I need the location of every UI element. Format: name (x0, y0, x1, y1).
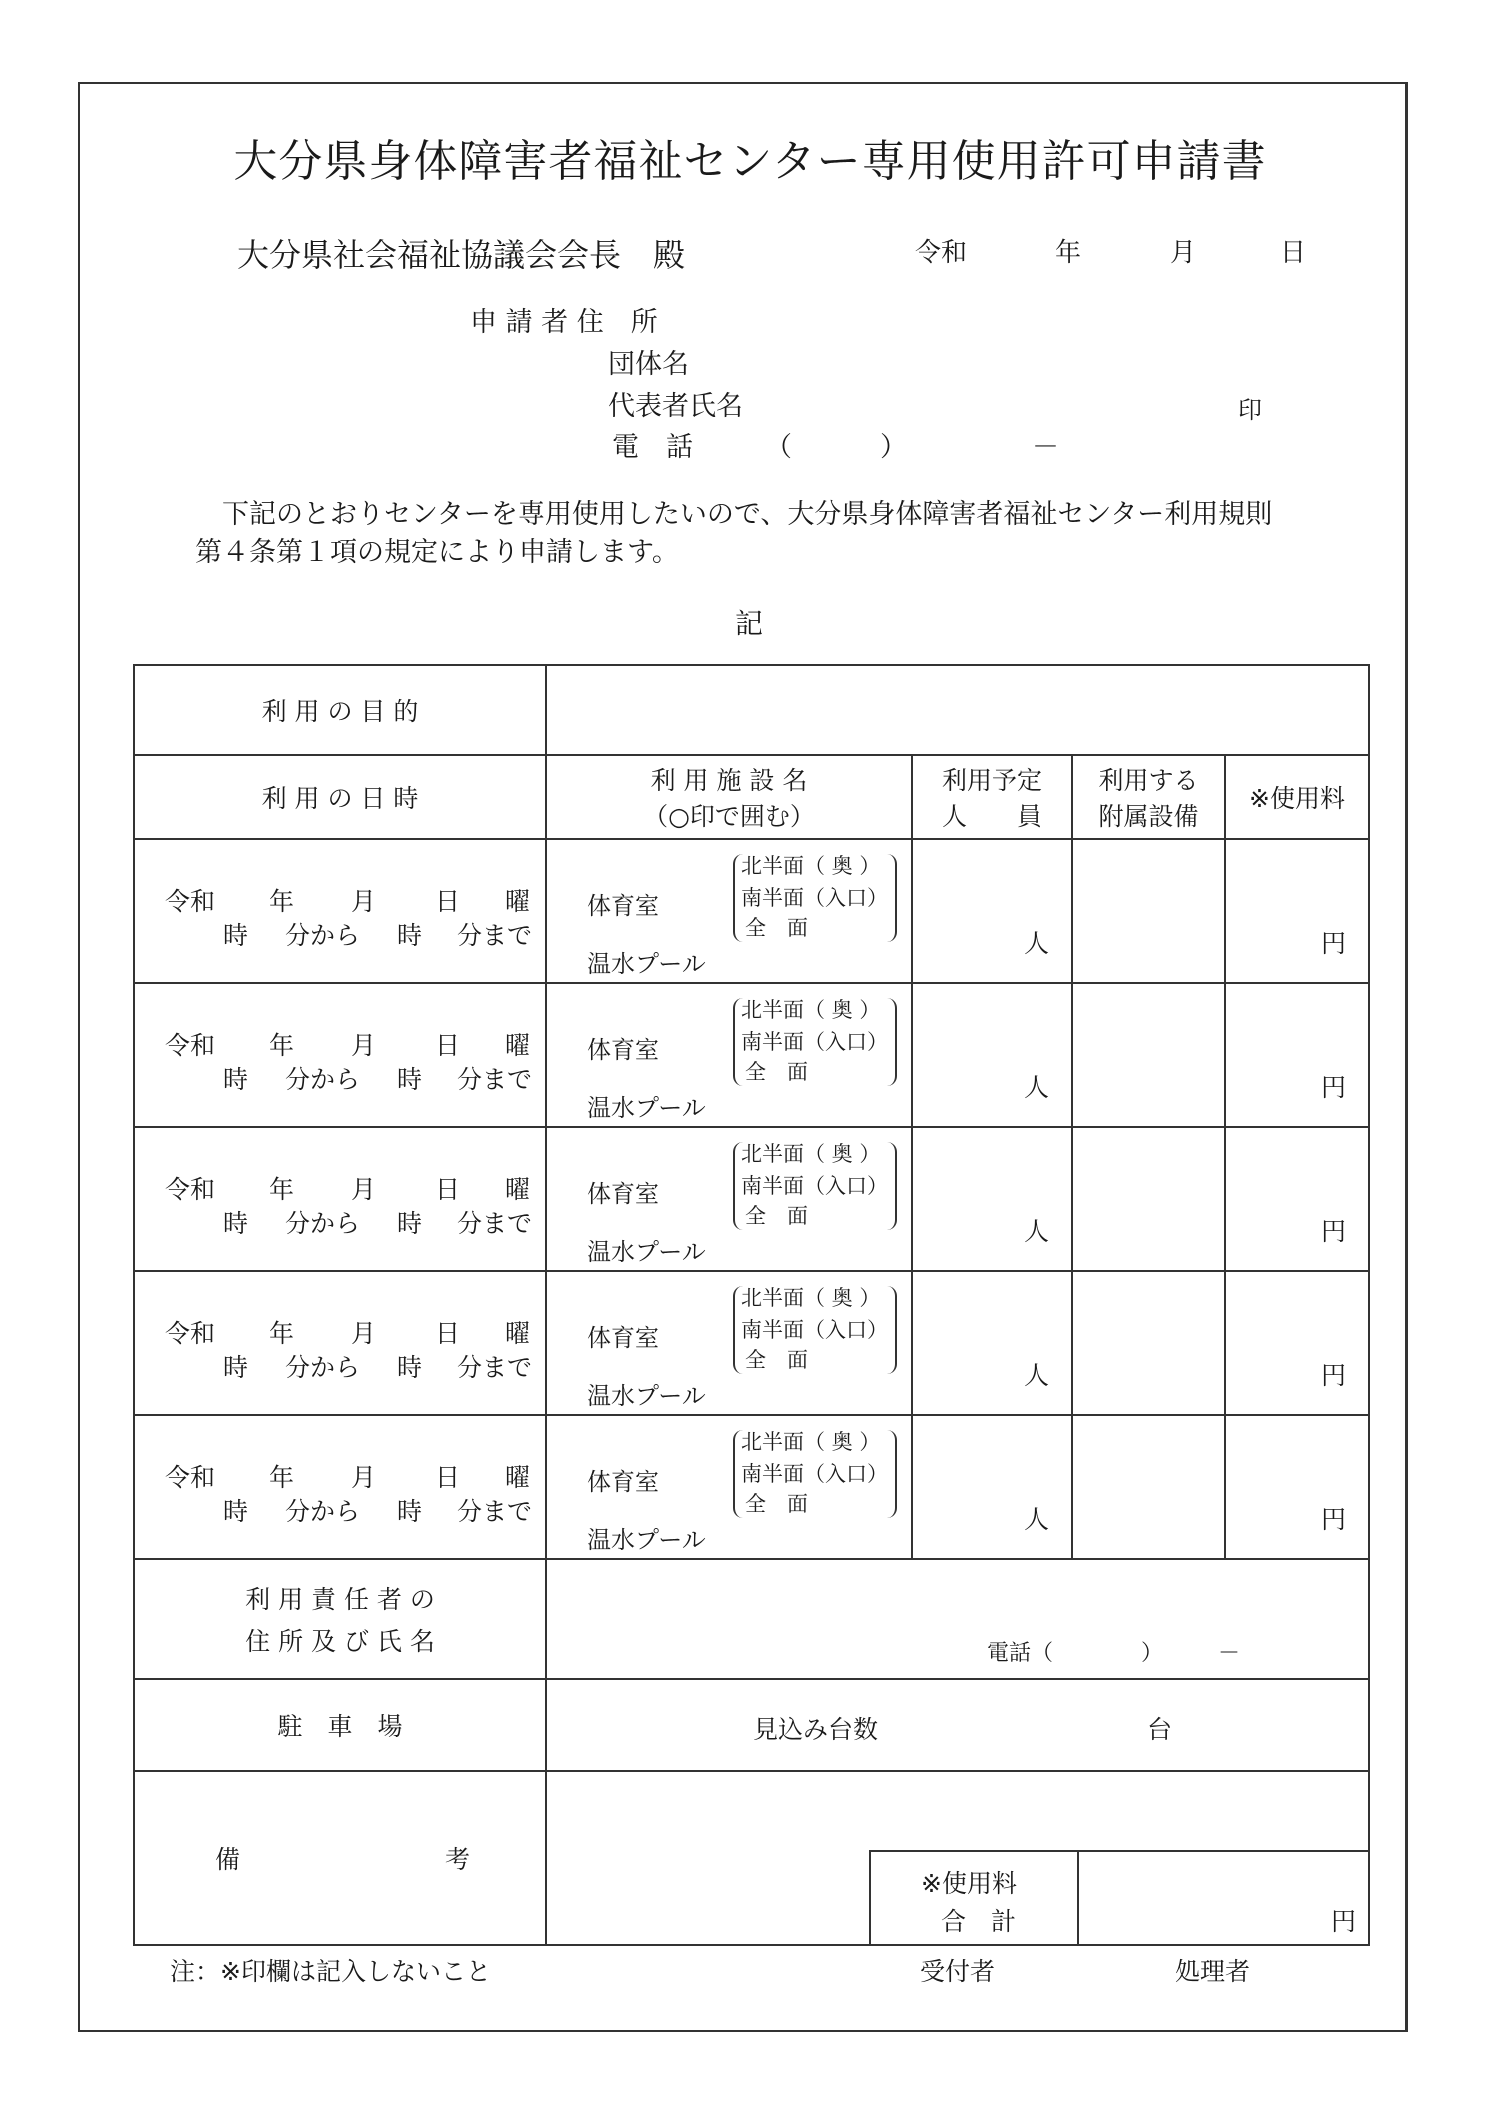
equipment-cell[interactable] (1072, 839, 1225, 983)
fee-cell (1225, 983, 1369, 1127)
purpose-label: 利 用 の 目 的 (261, 697, 419, 726)
datetime-cell[interactable] (134, 1127, 546, 1271)
equipment-cell[interactable] (1072, 1127, 1225, 1271)
responsible-label-line1: 利 用 責 任 者 の (245, 1585, 435, 1614)
people-cell[interactable] (912, 1271, 1072, 1415)
people-unit: 人 (1023, 1217, 1049, 1246)
people-cell[interactable] (912, 1127, 1072, 1271)
gym-option[interactable]: 体育室 (587, 1468, 659, 1496)
addressee: 大分県社会福祉協議会会長 殿 (237, 236, 686, 274)
purpose-input[interactable] (546, 665, 1369, 755)
day-label: 日 (435, 1319, 461, 1348)
facility-header (546, 755, 912, 839)
pool-option[interactable]: 温水プール (587, 1094, 706, 1122)
facility-header-line2: （○印で囲む） (643, 802, 815, 831)
responsible-label-cell (134, 1559, 546, 1679)
facility-cell[interactable] (546, 1415, 912, 1559)
day-label: 日 (435, 1031, 461, 1060)
fee-unit: 円 (1320, 929, 1346, 958)
date-day: 日 (1280, 238, 1307, 268)
era-label: 令和 (165, 1319, 216, 1348)
fee-total-line1: ※使用料 (921, 1869, 1017, 1898)
year-label: 年 (269, 887, 295, 916)
people-unit: 人 (1023, 1505, 1049, 1534)
pool-option[interactable]: 温水プール (587, 950, 706, 978)
ki-mark: 記 (735, 607, 764, 640)
people-unit: 人 (1023, 1073, 1049, 1102)
full-court-option[interactable]: 全 面 (745, 916, 808, 940)
gym-option[interactable]: 体育室 (587, 1180, 659, 1208)
minute-to-label: 分まで (457, 1065, 533, 1094)
weekday-label: 曜 (505, 887, 531, 916)
pool-option[interactable]: 温水プール (587, 1238, 706, 1266)
pool-option[interactable]: 温水プール (587, 1526, 706, 1554)
facility-cell[interactable] (546, 983, 912, 1127)
footer-note: 注：※印欄は記入しないこと (170, 1957, 491, 1986)
people-header-line2: 人 員 (941, 802, 1042, 831)
hour-to-label: 時 (397, 1497, 423, 1526)
year-label: 年 (269, 1319, 295, 1348)
minute-from-label: 分から (285, 1065, 361, 1094)
north-half-option[interactable]: 北半面（ 奥 ） (741, 998, 881, 1022)
full-court-option[interactable]: 全 面 (745, 1492, 808, 1516)
fee-unit: 円 (1320, 1361, 1346, 1390)
hour-from-label: 時 (223, 1497, 249, 1526)
table-row (134, 1271, 1369, 1415)
equipment-cell[interactable] (1072, 983, 1225, 1127)
hour-to-label: 時 (397, 1353, 423, 1382)
era-label: 令和 (165, 1175, 216, 1204)
datetime-cell[interactable] (134, 839, 546, 983)
fee-cell (1225, 1271, 1369, 1415)
equipment-cell[interactable] (1072, 1415, 1225, 1559)
weekday-label: 曜 (505, 1319, 531, 1348)
facility-cell[interactable] (546, 1127, 912, 1271)
gym-option[interactable]: 体育室 (587, 1324, 659, 1352)
minute-to-label: 分まで (457, 1497, 533, 1526)
day-label: 日 (435, 887, 461, 916)
minute-to-label: 分まで (457, 1353, 533, 1382)
south-half-option[interactable]: 南半面（入口） (741, 1462, 888, 1486)
parking-label-cell (134, 1679, 546, 1771)
purpose-label-cell (134, 665, 546, 755)
responsible-input[interactable] (546, 1559, 1369, 1679)
applicant-org-label: 団体名 (608, 349, 689, 380)
minute-from-label: 分から (285, 1497, 361, 1526)
body-line-2: 第４条第１項の規定により申請します。 (195, 537, 679, 568)
facility-header-line1: 利 用 施 設 名 (650, 766, 808, 795)
hour-from-label: 時 (223, 921, 249, 950)
datetime-cell[interactable] (134, 1415, 546, 1559)
gym-option[interactable]: 体育室 (587, 892, 659, 920)
people-header-line1: 利用予定 (941, 766, 1042, 795)
table-row (134, 983, 1369, 1127)
table-row (134, 839, 1369, 983)
remarks-input[interactable] (546, 1771, 1369, 1945)
hour-to-label: 時 (397, 1065, 423, 1094)
remarks-label-2: 考 (445, 1845, 471, 1874)
datetime-label-cell (134, 755, 546, 839)
body-line-1: 下記のとおりセンターを専用使用したいので、大分県身体障害者福祉センター利用規則 (222, 499, 1273, 530)
year-label: 年 (269, 1463, 295, 1492)
receiver-label: 受付者 (920, 1957, 996, 1986)
minute-to-label: 分まで (457, 1209, 533, 1238)
application-table (133, 664, 1370, 1946)
month-label: 月 (351, 887, 377, 916)
equipment-cell[interactable] (1072, 1271, 1225, 1415)
processor-label: 処理者 (1175, 1957, 1251, 1986)
date-era: 令和 (915, 238, 968, 268)
hour-from-label: 時 (223, 1209, 249, 1238)
north-half-option[interactable]: 北半面（ 奥 ） (741, 1430, 881, 1454)
hour-from-label: 時 (223, 1353, 249, 1382)
people-cell[interactable] (912, 1415, 1072, 1559)
south-half-option[interactable]: 南半面（入口） (741, 1174, 888, 1198)
month-label: 月 (351, 1319, 377, 1348)
era-label: 令和 (165, 1031, 216, 1060)
year-label: 年 (269, 1031, 295, 1060)
fee-cell (1225, 1127, 1369, 1271)
full-court-option[interactable]: 全 面 (745, 1060, 808, 1084)
fee-total-box (869, 1850, 1370, 1946)
applicant-rep-label: 代表者氏名 (608, 391, 743, 422)
phone-dash: － (1032, 432, 1059, 463)
fee-header (1225, 755, 1369, 839)
equipment-header-line2: 附属設備 (1098, 802, 1199, 831)
equipment-header-line1: 利用する (1098, 766, 1199, 795)
year-label: 年 (269, 1175, 295, 1204)
day-label: 日 (435, 1175, 461, 1204)
fee-unit: 円 (1320, 1073, 1346, 1102)
fee-total-unit: 円 (1331, 1907, 1357, 1936)
full-court-option[interactable]: 全 面 (745, 1204, 808, 1228)
south-half-option[interactable]: 南半面（入口） (741, 1030, 888, 1054)
weekday-label: 曜 (505, 1031, 531, 1060)
weekday-label: 曜 (505, 1463, 531, 1492)
phone-close-paren: ） (880, 432, 907, 463)
hour-to-label: 時 (397, 1209, 423, 1238)
table-row (134, 1415, 1369, 1559)
era-label: 令和 (165, 1463, 216, 1492)
parking-unit: 台 (1147, 1715, 1173, 1744)
table-row (134, 1127, 1369, 1271)
phone-open-paren: （ (765, 432, 792, 463)
south-half-option[interactable]: 南半面（入口） (741, 1318, 888, 1342)
minute-from-label: 分から (285, 1353, 361, 1382)
seal-mark: 印 (1238, 396, 1262, 424)
month-label: 月 (351, 1463, 377, 1492)
fee-cell (1225, 839, 1369, 983)
applicant-phone-label: 電 話 (612, 432, 693, 463)
parking-input[interactable] (546, 1679, 1369, 1771)
people-header (912, 755, 1072, 839)
north-half-option[interactable]: 北半面（ 奥 ） (741, 1142, 881, 1166)
era-label: 令和 (165, 887, 216, 916)
date-year: 年 (1055, 238, 1082, 268)
people-unit: 人 (1023, 929, 1049, 958)
fee-unit: 円 (1320, 1217, 1346, 1246)
people-unit: 人 (1023, 1361, 1049, 1390)
responsible-phone: 電話（ ） － (987, 1641, 1241, 1666)
date-month: 月 (1170, 238, 1197, 268)
minute-from-label: 分から (285, 1209, 361, 1238)
pool-option[interactable]: 温水プール (587, 1382, 706, 1410)
parking-label: 駐 車 場 (277, 1712, 403, 1741)
south-half-option[interactable]: 南半面（入口） (741, 886, 888, 910)
datetime-cell[interactable] (134, 1271, 546, 1415)
fee-header-label: ※使用料 (1249, 784, 1345, 813)
north-half-option[interactable]: 北半面（ 奥 ） (741, 1286, 881, 1310)
facility-cell[interactable] (546, 1271, 912, 1415)
fee-cell (1225, 1415, 1369, 1559)
month-label: 月 (351, 1031, 377, 1060)
north-half-option[interactable]: 北半面（ 奥 ） (741, 854, 881, 878)
datetime-label: 利 用 の 日 時 (261, 784, 419, 813)
facility-cell[interactable] (546, 839, 912, 983)
applicant-address-label: 申 請 者 住 所 (470, 307, 658, 338)
month-label: 月 (351, 1175, 377, 1204)
weekday-label: 曜 (505, 1175, 531, 1204)
minute-from-label: 分から (285, 921, 361, 950)
people-cell[interactable] (912, 839, 1072, 983)
fee-total-label-cell (871, 1852, 1079, 1946)
remarks-label-cell (134, 1771, 546, 1945)
full-court-option[interactable]: 全 面 (745, 1348, 808, 1372)
minute-to-label: 分まで (457, 921, 533, 950)
remarks-label-1: 備 (215, 1845, 241, 1874)
fee-unit: 円 (1320, 1505, 1346, 1534)
hour-to-label: 時 (397, 921, 423, 950)
responsible-label-line2: 住 所 及 び 氏 名 (245, 1627, 435, 1656)
fee-total-line2: 合 計 (941, 1907, 1017, 1936)
people-cell[interactable] (912, 983, 1072, 1127)
form-title: 大分県身体障害者福祉センター専用使用許可申請書 (233, 136, 1267, 187)
hour-from-label: 時 (223, 1065, 249, 1094)
datetime-cell[interactable] (134, 983, 546, 1127)
equipment-header (1072, 755, 1225, 839)
day-label: 日 (435, 1463, 461, 1492)
gym-option[interactable]: 体育室 (587, 1036, 659, 1064)
parking-count-label: 見込み台数 (753, 1715, 879, 1744)
